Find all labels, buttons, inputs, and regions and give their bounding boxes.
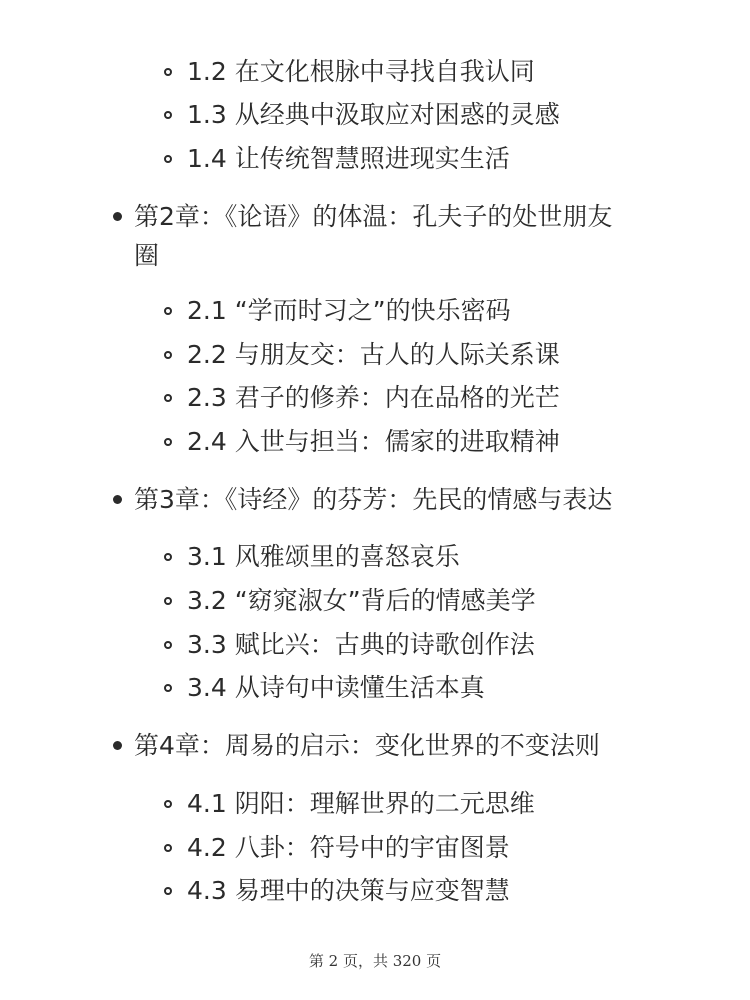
subsection-title: 1.3 从经典中汲取应对困惑的灵感 xyxy=(187,100,560,129)
filled-bullet-icon xyxy=(113,212,122,221)
subsection-title: 2.3 君子的修养：内在品格的光芒 xyxy=(187,383,560,412)
hollow-bullet-icon xyxy=(164,438,172,446)
filled-bullet-icon xyxy=(113,495,122,504)
subsection-title: 3.2 “窈窕淑女”背后的情感美学 xyxy=(187,586,536,615)
hollow-bullet-icon xyxy=(164,800,172,808)
chapter-title: 第2章：《论语》的体温：孔夫子的处世朋友 xyxy=(134,202,613,231)
subsection-title: 2.4 入世与担当：儒家的进取精神 xyxy=(187,427,560,456)
hollow-bullet-icon xyxy=(164,684,172,692)
hollow-bullet-icon xyxy=(164,887,172,895)
subsection-title: 4.1 阴阳：理解世界的二元思维 xyxy=(187,789,535,818)
chapter-title-continuation: 圈 xyxy=(134,241,160,270)
chapter-title: 第4章：周易的启示：变化世界的不变法则 xyxy=(134,731,600,760)
hollow-bullet-icon xyxy=(164,351,172,359)
hollow-bullet-icon xyxy=(164,553,172,561)
hollow-bullet-icon xyxy=(164,394,172,402)
subsection-title: 3.4 从诗句中读懂生活本真 xyxy=(187,673,485,702)
subsection-title: 3.1 风雅颂里的喜怒哀乐 xyxy=(187,542,460,571)
page-number-footer: 第 2 页，共 320 页 xyxy=(308,952,442,970)
subsection-title: 3.3 赋比兴：古典的诗歌创作法 xyxy=(187,630,535,659)
subsection-title: 4.2 八卦：符号中的宇宙图景 xyxy=(187,833,510,862)
hollow-bullet-icon xyxy=(164,155,172,163)
hollow-bullet-icon xyxy=(164,68,172,76)
hollow-bullet-icon xyxy=(164,111,172,119)
hollow-bullet-icon xyxy=(164,307,172,315)
chapter-title: 第3章：《诗经》的芬芳：先民的情感与表达 xyxy=(134,485,613,514)
hollow-bullet-icon xyxy=(164,844,172,852)
filled-bullet-icon xyxy=(113,741,122,750)
subsection-title: 1.2 在文化根脉中寻找自我认同 xyxy=(187,57,535,86)
subsection-title: 4.3 易理中的决策与应变智慧 xyxy=(187,876,510,905)
subsection-title: 2.1 “学而时习之”的快乐密码 xyxy=(187,296,511,325)
subsection-title: 1.4 让传统智慧照进现实生活 xyxy=(187,144,510,173)
subsection-title: 2.2 与朋友交：古人的人际关系课 xyxy=(187,340,560,369)
hollow-bullet-icon xyxy=(164,597,172,605)
hollow-bullet-icon xyxy=(164,641,172,649)
